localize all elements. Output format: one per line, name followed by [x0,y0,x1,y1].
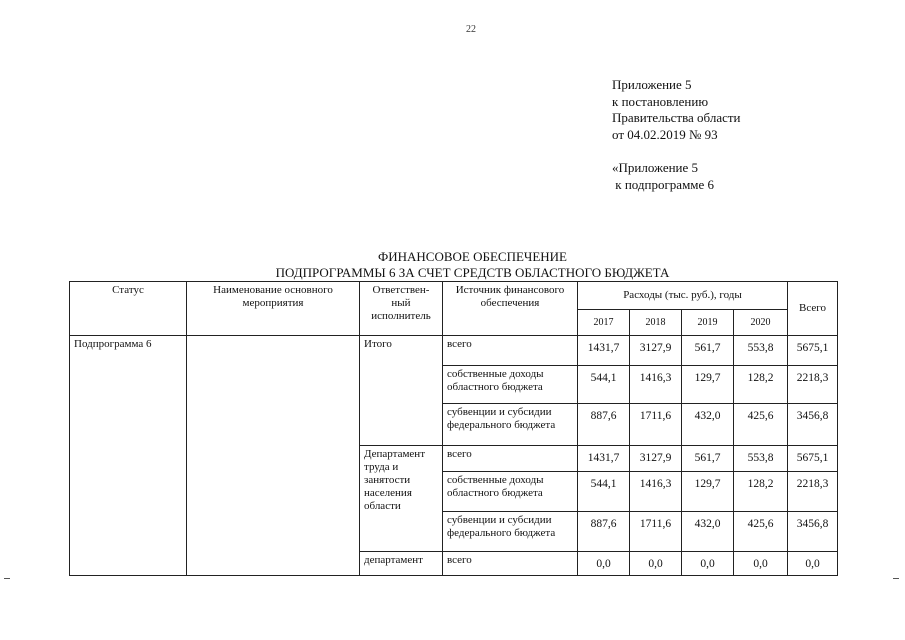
value-cell: 0,0 [578,552,630,576]
value-cell: 1416,3 [630,472,682,512]
header-source: Источник финансового обеспечения [443,282,578,336]
header-total: Всего [788,282,838,336]
header-status: Статус [70,282,187,336]
value-cell: 432,0 [682,512,734,552]
source-cell: собственные доходы областного бюджета [443,366,578,404]
appendix-line: от 04.02.2019 № 93 [612,126,718,142]
value-cell: 887,6 [578,512,630,552]
total-cell: 5675,1 [788,446,838,472]
total-cell: 2218,3 [788,366,838,404]
header-expenses: Расходы (тыс. руб.), годы [578,282,788,310]
appendix-line: Правительства области [612,110,741,125]
source-cell: субвенции и субсидии федерального бюджета [443,512,578,552]
source-cell: всего [443,336,578,366]
header-year: 2020 [734,310,788,336]
header-year: 2018 [630,310,682,336]
source-cell: субвенции и субсидии федерального бюджета [443,404,578,446]
value-cell: 128,2 [734,366,788,404]
scan-edge-mark [893,578,899,579]
total-cell: 5675,1 [788,336,838,366]
appendix-line: Приложение 5 [612,77,692,92]
value-cell: 887,6 [578,404,630,446]
scan-edge-mark [4,578,10,579]
value-cell: 1431,7 [578,336,630,366]
total-cell: 3456,8 [788,512,838,552]
value-cell: 3127,9 [630,336,682,366]
header-year: 2017 [578,310,630,336]
value-cell: 1431,7 [578,446,630,472]
value-cell: 553,8 [734,336,788,366]
value-cell: 432,0 [682,404,734,446]
value-cell: 129,7 [682,366,734,404]
value-cell: 561,7 [682,336,734,366]
financing-table [69,281,838,576]
document-title-line2: ПОДПРОГРАММЫ 6 ЗА СЧЕТ СРЕДСТВ ОБЛАСТНОГО БЮДЖЕТА [275,265,670,280]
responsible-cell: Итого [360,336,443,446]
total-cell: 2218,3 [788,472,838,512]
value-cell: 0,0 [734,552,788,576]
page-number: 22 [466,24,476,35]
value-cell: 129,7 [682,472,734,512]
value-cell: 425,6 [734,404,788,446]
value-cell: 544,1 [578,366,630,404]
value-cell: 1711,6 [630,404,682,446]
header-year: 2019 [682,310,734,336]
source-cell: собственные доходы областного бюджета [443,472,578,512]
name-cell [187,336,360,576]
appendix-block [612,77,741,193]
appendix-line: к постановлению [612,93,709,109]
status-cell: Подпрограмма 6 [70,336,187,576]
value-cell: 544,1 [578,472,630,512]
value-cell: 1416,3 [630,366,682,404]
value-cell: 128,2 [734,472,788,512]
value-cell: 3127,9 [630,446,682,472]
appendix-gap [612,143,741,160]
appendix-line: «Приложение 5 [612,160,699,175]
value-cell: 561,7 [682,446,734,472]
source-cell: всего [443,552,578,576]
header-name: Наименование основного мероприятия [187,282,360,336]
total-cell: 3456,8 [788,404,838,446]
table-row [70,336,838,366]
value-cell: 553,8 [734,446,788,472]
responsible-cell: Департамент труда и занятости населения области [360,446,443,552]
appendix-line: к подпрограмме 6 [612,176,715,192]
total-cell: 0,0 [788,552,838,576]
responsible-cell: департамент [360,552,443,576]
source-cell: всего [443,446,578,472]
document-title-line1: ФИНАНСОВОЕ ОБЕСПЕЧЕНИЕ [377,249,568,264]
value-cell: 1711,6 [630,512,682,552]
value-cell: 425,6 [734,512,788,552]
header-responsible: Ответствен-ный исполнитель [360,282,443,336]
value-cell: 0,0 [682,552,734,576]
value-cell: 0,0 [630,552,682,576]
